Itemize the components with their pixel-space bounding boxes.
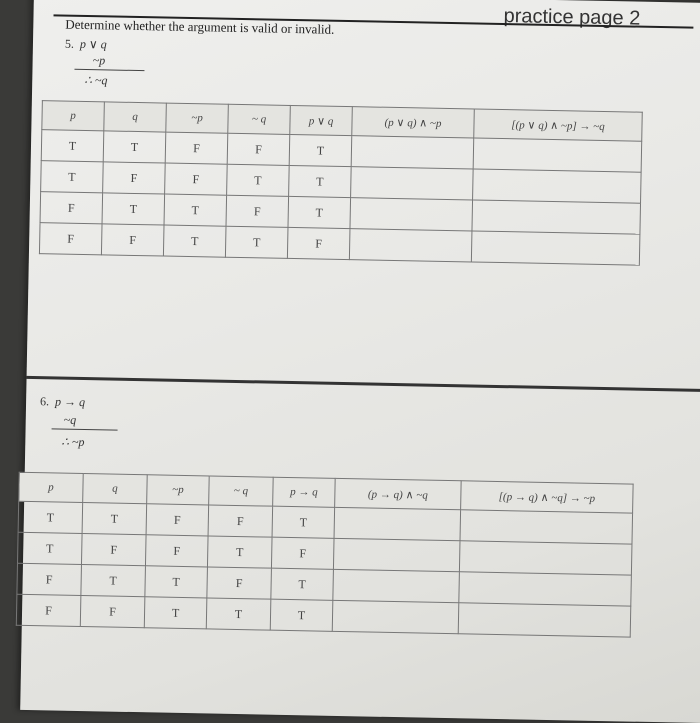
section-divider <box>27 376 700 392</box>
problem-6-premise-1-text: p → q <box>54 394 86 410</box>
table-cell: T <box>271 568 334 600</box>
table-cell: F <box>17 563 82 595</box>
problem-5-rule <box>74 69 144 71</box>
table-cell: T <box>288 196 351 228</box>
column-header: q <box>104 102 167 132</box>
table-cell: T <box>81 565 146 597</box>
column-header: ~ q <box>209 476 274 506</box>
problem-5-number: 5. <box>64 36 75 51</box>
answer-cell[interactable] <box>471 231 640 265</box>
column-header: p ∨ q <box>290 105 353 135</box>
table-cell: F <box>103 162 166 194</box>
problem-6-premise-1 <box>40 394 85 410</box>
column-header: (p → q) ∧ ~q <box>335 478 462 509</box>
column-header: (p ∨ q) ∧ ~p <box>352 107 475 138</box>
table-cell: T <box>225 226 288 258</box>
worksheet-page <box>20 0 700 723</box>
instructions: Determine whether the argument is valid or invalid. <box>65 16 335 37</box>
table-cell: F <box>208 505 273 537</box>
problem-5-premise-1 <box>65 37 107 53</box>
table-cell: F <box>81 534 146 566</box>
problem-6-truth-table <box>16 472 634 638</box>
column-header: [(p ∨ q) ∧ ~p] → ~q <box>474 109 643 141</box>
problem-6-rule <box>52 428 118 430</box>
table-cell: F <box>101 224 164 256</box>
table-cell: F <box>207 567 272 599</box>
problem-6-conclusion: ∴ ~p <box>61 434 85 450</box>
column-header: ~p <box>147 475 210 505</box>
column-header: p → q <box>273 477 336 507</box>
problem-6-premise-2: ~q <box>63 412 77 427</box>
table-cell: F <box>226 195 289 227</box>
answer-cell[interactable] <box>350 198 473 231</box>
problem-5-truth-table <box>39 100 643 266</box>
table-cell: F <box>146 504 209 536</box>
column-header: ~p <box>166 103 229 133</box>
answer-cell[interactable] <box>459 541 632 575</box>
problem-5-premise-2: ~p <box>92 53 106 68</box>
table-cell: T <box>289 134 352 166</box>
table-cell: F <box>165 163 228 195</box>
table-cell: F <box>16 594 81 626</box>
table-cell: F <box>287 227 350 259</box>
column-header: q <box>83 474 148 504</box>
answer-cell[interactable] <box>332 600 459 633</box>
column-header: p <box>42 101 105 131</box>
answer-cell[interactable] <box>459 572 632 606</box>
answer-cell[interactable] <box>333 569 460 602</box>
table-cell: T <box>102 193 165 225</box>
table-cell: T <box>144 597 207 629</box>
answer-cell[interactable] <box>349 229 472 262</box>
table-cell: T <box>82 503 147 535</box>
table-cell: F <box>145 535 208 567</box>
answer-cell[interactable] <box>458 603 631 637</box>
table-cell: T <box>289 165 352 197</box>
answer-cell[interactable] <box>334 507 461 540</box>
table-cell: T <box>41 161 104 193</box>
table-cell: T <box>17 532 82 564</box>
answer-cell[interactable] <box>460 510 633 544</box>
answer-cell[interactable] <box>333 538 460 571</box>
problem-6-number: 6. <box>39 394 50 409</box>
answer-cell[interactable] <box>472 200 641 234</box>
table-cell: F <box>40 192 103 224</box>
column-header: [(p → q) ∧ ~q] → ~p <box>461 481 634 513</box>
table-cell: F <box>80 596 145 628</box>
table-cell: T <box>18 501 83 533</box>
answer-cell[interactable] <box>473 138 642 172</box>
problem-5-conclusion: ∴ ~q <box>84 72 108 88</box>
table-cell: F <box>165 132 228 164</box>
table-cell: T <box>164 194 227 226</box>
table-cell: T <box>270 599 333 631</box>
table-cell: F <box>227 133 290 165</box>
answer-cell[interactable] <box>351 167 474 200</box>
table-cell: T <box>227 164 290 196</box>
table-cell: T <box>272 506 335 538</box>
table-cell: F <box>271 537 334 569</box>
table-cell: T <box>163 225 226 257</box>
table-cell: T <box>206 598 271 630</box>
table-cell: T <box>103 131 166 163</box>
answer-cell[interactable] <box>351 136 474 169</box>
answer-cell[interactable] <box>473 169 642 203</box>
column-header: ~ q <box>228 104 291 134</box>
problem-5-premise-1-text: p ∨ q <box>79 36 107 52</box>
table-cell: T <box>41 130 104 162</box>
column-header: p <box>19 472 84 502</box>
table-cell: T <box>207 536 272 568</box>
page-header-fragment: practice page 2 <box>503 5 641 30</box>
table-cell: F <box>39 223 102 255</box>
table-cell: T <box>145 566 208 598</box>
